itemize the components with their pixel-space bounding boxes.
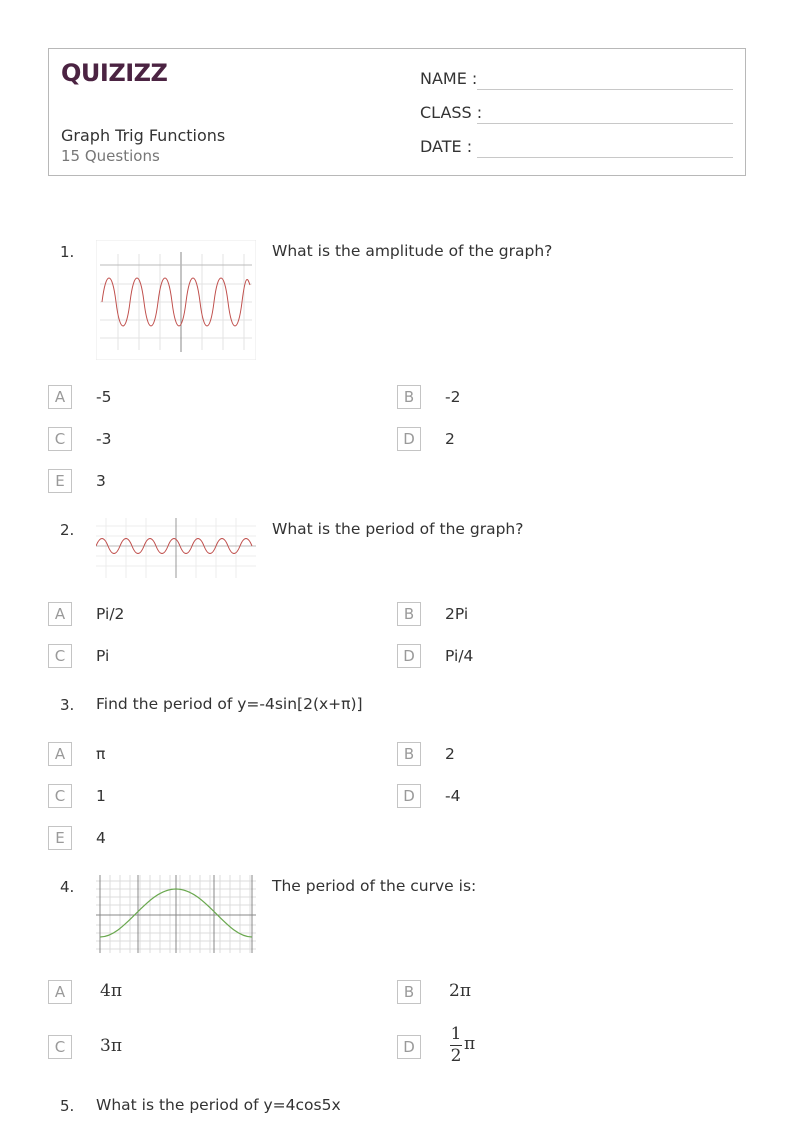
question-4-number: 4.: [60, 878, 75, 896]
q1-option-e-box[interactable]: E: [48, 469, 72, 493]
date-label: DATE :: [420, 137, 473, 156]
q1-option-a-text: -5: [96, 388, 112, 406]
question-2-number: 2.: [60, 521, 75, 539]
q2-option-c-text: Pi: [96, 647, 110, 665]
fraction-pi-suffix: π: [464, 1034, 476, 1054]
fraction-numerator: 1: [450, 1024, 462, 1044]
q2-option-a-text: Pi/2: [96, 605, 125, 623]
q4-option-b-box[interactable]: B: [397, 980, 421, 1004]
class-label: CLASS :: [420, 103, 483, 122]
date-line[interactable]: [477, 157, 733, 158]
question-1-number: 1.: [60, 243, 75, 261]
quizizz-logo: QUIZIZZ: [61, 59, 168, 87]
name-line[interactable]: [477, 89, 733, 90]
q4-option-b-text: 2π: [449, 981, 471, 1001]
q2-option-a-box[interactable]: A: [48, 602, 72, 626]
q2-option-d-text: Pi/4: [445, 647, 474, 665]
q1-option-b-text: -2: [445, 388, 461, 406]
q1-option-d-box[interactable]: D: [397, 427, 421, 451]
q3-option-a-box[interactable]: A: [48, 742, 72, 766]
question-3-number: 3.: [60, 696, 75, 714]
question-4-text: The period of the curve is:: [272, 877, 477, 895]
question-2-graph-image: [96, 518, 256, 578]
q1-option-a-box[interactable]: A: [48, 385, 72, 409]
q3-option-a-text: π: [96, 745, 106, 763]
q3-option-d-box[interactable]: D: [397, 784, 421, 808]
q1-option-c-box[interactable]: C: [48, 427, 72, 451]
question-1-graph-image: [96, 240, 256, 360]
q1-option-c-text: -3: [96, 430, 112, 448]
q4-option-c-text: 3π: [100, 1036, 122, 1056]
class-line[interactable]: [477, 123, 733, 124]
q2-option-c-box[interactable]: C: [48, 644, 72, 668]
question-5-text: What is the period of y=4cos5x: [96, 1096, 341, 1114]
q3-option-c-box[interactable]: C: [48, 784, 72, 808]
q4-option-c-box[interactable]: C: [48, 1035, 72, 1059]
q4-option-a-box[interactable]: A: [48, 980, 72, 1004]
q4-option-d-fraction: [450, 1024, 480, 1070]
question-3-text: Find the period of y=-4sin[2(x+π)]: [96, 695, 363, 713]
question-5-number: 5.: [60, 1097, 75, 1115]
worksheet-title: Graph Trig Functions: [61, 126, 226, 145]
question-4-graph-image: [96, 875, 256, 953]
q1-option-d-text: 2: [445, 430, 455, 448]
q4-option-a-text: 4π: [100, 981, 122, 1001]
q3-option-b-text: 2: [445, 745, 455, 763]
q3-option-b-box[interactable]: B: [397, 742, 421, 766]
fraction-denominator: 2: [450, 1046, 462, 1066]
q1-option-e-text: 3: [96, 472, 106, 490]
q2-option-b-text: 2Pi: [445, 605, 469, 623]
q3-option-e-text: 4: [96, 829, 106, 847]
q2-option-d-box[interactable]: D: [397, 644, 421, 668]
q1-option-b-box[interactable]: B: [397, 385, 421, 409]
q3-option-e-box[interactable]: E: [48, 826, 72, 850]
question-count: 15 Questions: [61, 147, 160, 165]
q3-option-d-text: -4: [445, 787, 461, 805]
worksheet-header: [48, 48, 746, 176]
q4-option-d-box[interactable]: D: [397, 1035, 421, 1059]
question-2-text: What is the period of the graph?: [272, 520, 524, 538]
q3-option-c-text: 1: [96, 787, 106, 805]
q2-option-b-box[interactable]: B: [397, 602, 421, 626]
question-1-text: What is the amplitude of the graph?: [272, 242, 553, 260]
name-label: NAME :: [420, 69, 478, 88]
